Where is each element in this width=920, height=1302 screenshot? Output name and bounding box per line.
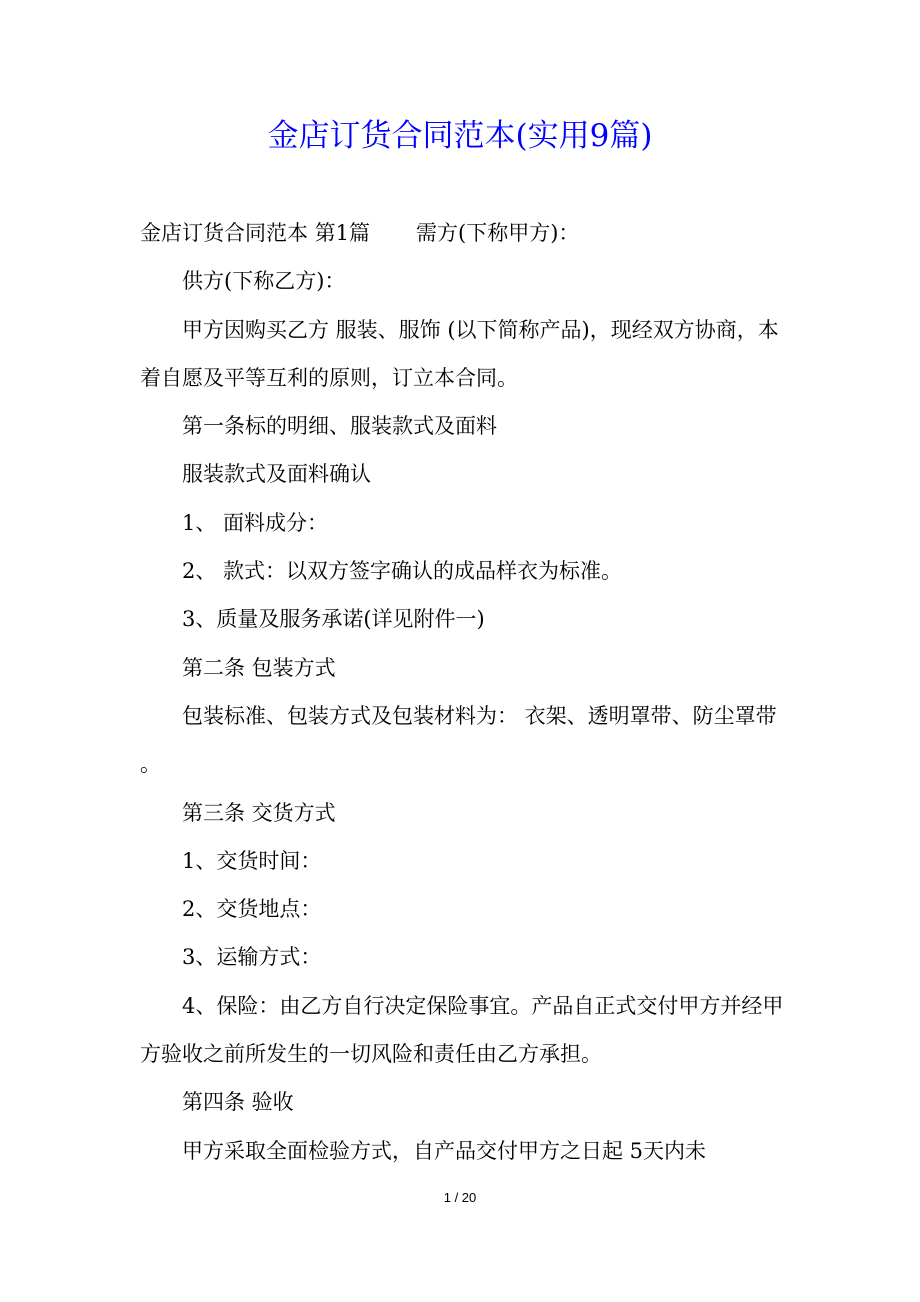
paragraph: 甲方因购买乙方 服装、服饰 (以下简称产品)，现经双方协商，本着自愿及平等互利的原则，订立本合同。 xyxy=(140,317,779,390)
paragraph: 4、保险：由乙方自行决定保险事宜。产品自正式交付甲方并经甲方验收之前所发生的一切风险和责任由乙方承担。 xyxy=(140,993,784,1067)
paragraph: 3、质量及服务承诺(详见附件一) xyxy=(182,607,485,632)
paragraph: 2、 款式：以双方签字确认的成品样衣为标准。 xyxy=(182,559,623,584)
page-number: 1 / 20 xyxy=(443,1190,477,1205)
paragraph: 3、运输方式： xyxy=(182,945,322,970)
paragraph: 2、交货地点： xyxy=(182,897,322,922)
paragraph: 1、交货时间： xyxy=(182,848,322,873)
document-body xyxy=(140,209,784,1175)
paragraph: 第四条 验收 xyxy=(182,1090,294,1115)
document-title: 金店订货合同范本(实用9篇) xyxy=(267,118,653,154)
paragraph: 服装款式及面料确认 xyxy=(182,462,371,487)
paragraph: 第二条 包装方式 xyxy=(182,655,336,680)
section-heading: 金店订货合同范本 第1篇 xyxy=(140,221,371,245)
buyer-label: 需方(下称甲方)： xyxy=(416,221,580,245)
first-line xyxy=(140,209,784,257)
paragraph: 第一条标的明细、服装款式及面料 xyxy=(182,414,497,439)
paragraph: 供方(下称乙方)： xyxy=(182,269,346,294)
paragraph: 第三条 交货方式 xyxy=(182,800,336,825)
paragraph: 包装标准、包装方式及包装材料为： 衣架、透明罩带、防尘罩带 。 xyxy=(140,703,777,777)
paragraph: 甲方采取全面检验方式，自产品交付甲方之日起 5天内未 xyxy=(182,1138,707,1163)
paragraph: 1、 面料成分： xyxy=(182,510,329,535)
